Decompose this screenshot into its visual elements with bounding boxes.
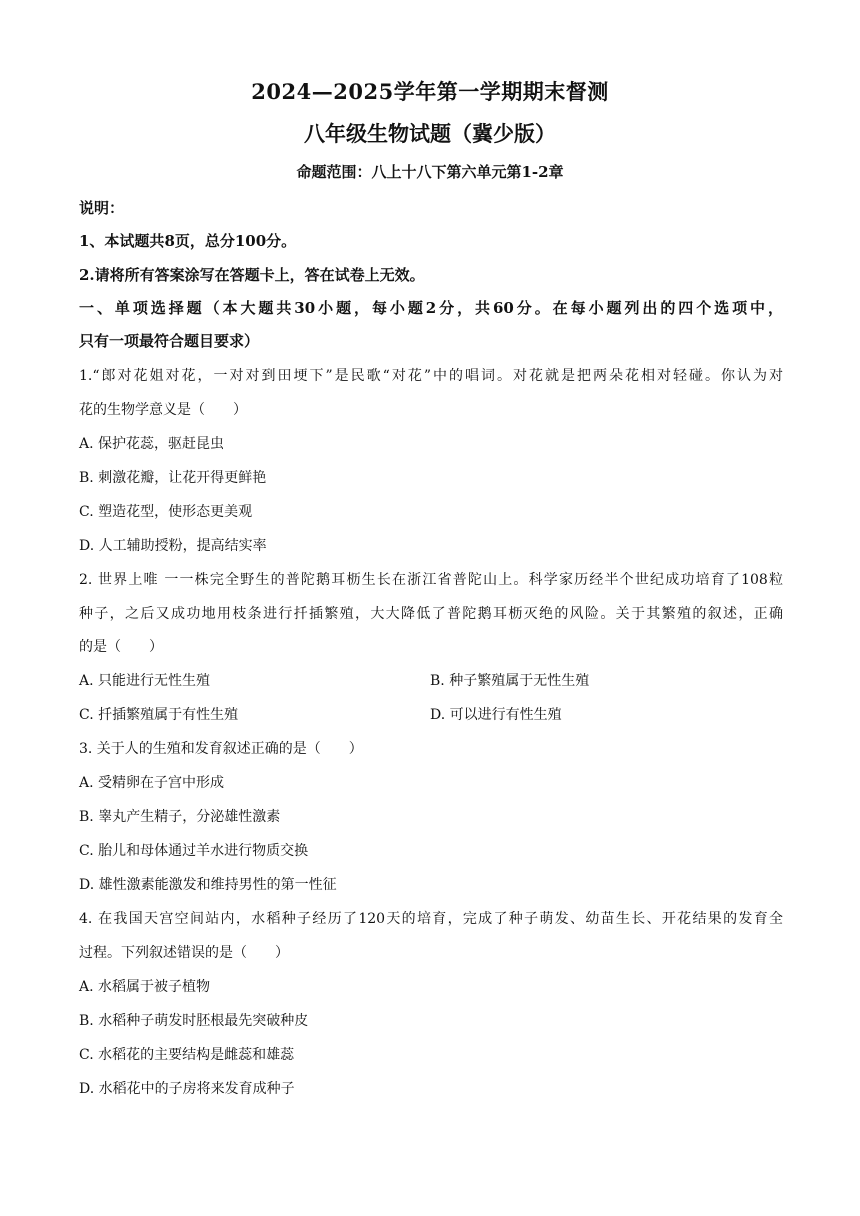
question-3-option-b: B. 睾丸产生精子，分泌雄性激素 <box>79 809 281 825</box>
question-2-option-c: C. 扦插繁殖属于有性生殖 <box>79 707 239 723</box>
question-1-option-b: B. 刺激花瓣，让花开得更鲜艳 <box>79 470 267 486</box>
question-3-option-d: D. 雄性激素能激发和维持男性的第一性征 <box>79 877 337 893</box>
question-1-option-a: A. 保护花蕊，驱赶昆虫 <box>79 436 225 452</box>
instruction-item-1: 1、本试题共8页，总分100分。 <box>79 232 297 250</box>
question-2-option-a: A. 只能进行无性生殖 <box>79 673 211 689</box>
question-3-option-a: A. 受精卵在子宫中形成 <box>79 775 225 791</box>
instructions-heading: 说明： <box>79 199 125 217</box>
section-heading: 一、单项选择题（本大题共30小题，每小题2分，共60分。在每小题列出的四个选项中， <box>79 299 783 317</box>
question-2-stem-end: 的是（ ） <box>79 639 163 655</box>
question-1-option-c: C. 塑造花型，使形态更美观 <box>79 504 253 520</box>
question-1-stem: 1.“郎对花姐对花，一对对到田埂下”是民歌“对花”中的唱词。对花就是把两朵花相对轻碰。你认为对 <box>79 368 783 384</box>
question-4-stem-cont: 过程。下列叙述错误的是（ ） <box>79 945 289 961</box>
question-1-option-d: D. 人工辅助授粉，提高结实率 <box>79 538 267 554</box>
question-4-option-d: D. 水稻花中的子房将来发育成种子 <box>79 1081 295 1097</box>
exam-scope: 命题范围：八上十八下第六单元第1-2章 <box>296 163 564 181</box>
question-4-option-a: A. 水稻属于被子植物 <box>79 979 211 995</box>
question-1-stem-cont: 花的生物学意义是（ ） <box>79 402 247 418</box>
instruction-item-2: 2.请将所有答案涂写在答题卡上，答在试卷上无效。 <box>79 266 425 284</box>
question-3-option-c: C. 胎儿和母体通过羊水进行物质交换 <box>79 843 309 859</box>
question-2-option-d: D. 可以进行有性生殖 <box>430 707 562 723</box>
section-heading-cont: 只有一项最符合题目要求） <box>79 332 260 350</box>
question-2-stem-cont: 种子，之后又成功地用枝条进行扦插繁殖，大大降低了普陀鹅耳枥灭绝的风险。关于其繁殖的叙述，正确 <box>79 606 783 622</box>
question-4-option-c: C. 水稻花的主要结构是雌蕊和雄蕊 <box>79 1047 295 1063</box>
question-2-option-b: B. 种子繁殖属于无性生殖 <box>430 673 590 689</box>
question-3-stem: 3. 关于人的生殖和发育叙述正确的是（ ） <box>79 741 363 757</box>
question-4-stem: 4. 在我国天宫空间站内，水稻种子经历了120天的培育，完成了种子萌发、幼苗生长、开花结果的发育全 <box>79 911 783 927</box>
question-2-stem: 2. 世界上唯 一一株完全野生的普陀鹅耳枥生长在浙江省普陀山上。科学家历经半个世纪成功培育了108粒 <box>79 572 783 588</box>
question-4-option-b: B. 水稻种子萌发时胚根最先突破种皮 <box>79 1013 309 1029</box>
exam-title: 2024—2025学年第一学期期末督测 <box>251 79 609 104</box>
exam-subtitle: 八年级生物试题（冀少版） <box>304 121 556 146</box>
